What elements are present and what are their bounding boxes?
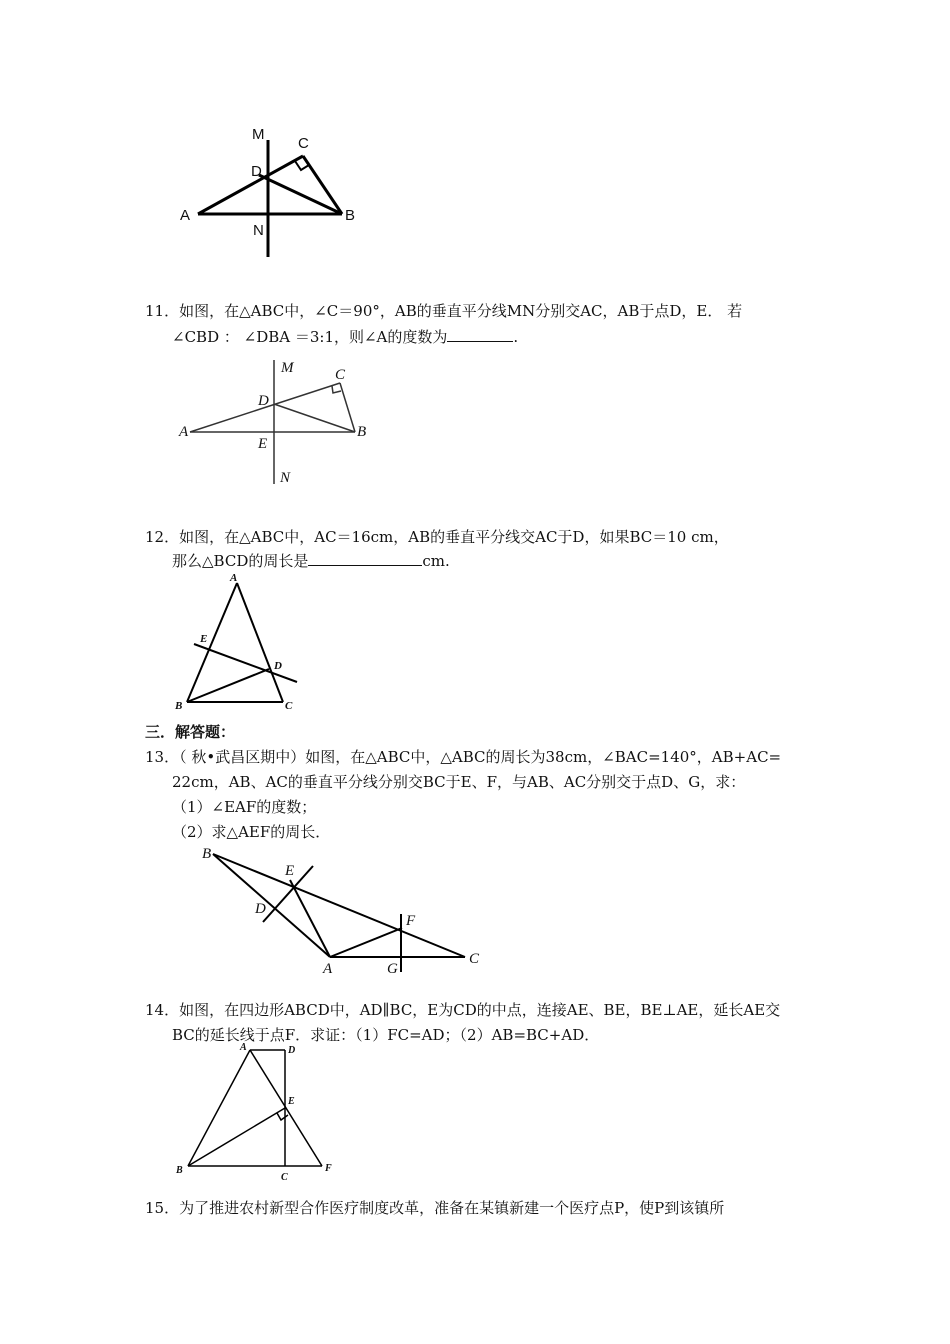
q11-line1: 11．如图，在△ABC中，∠C＝90°，AB的垂直平分线MN分别交AC，AB于点D，E． 若 xyxy=(145,302,743,320)
label-N: N xyxy=(253,222,264,239)
figure-q13-lines xyxy=(213,854,465,972)
q13-line2: 22cm，AB、AC的垂直平分线分别交BC于E、F，与AB、AC分别交于点D、G，求： xyxy=(172,773,746,791)
figure-q14 xyxy=(170,1040,345,1185)
q14-line1: 14．如图，在四边形ABCD中，AD∥BC，E为CD的中点，连接AE、BE，BE⊥AE，延长AE交 xyxy=(145,1001,781,1019)
label-E: E xyxy=(288,1096,295,1107)
label-B: B xyxy=(357,424,367,440)
label-C: C xyxy=(285,700,293,712)
figure-q10-lines xyxy=(198,140,342,257)
label-E: E xyxy=(200,633,208,645)
section-3-title: 三．解答题： xyxy=(145,723,236,741)
figure-q13 xyxy=(195,842,495,982)
label-E: E xyxy=(285,863,295,879)
label-F: F xyxy=(406,913,416,929)
label-A: A xyxy=(240,1042,247,1053)
label-C: C xyxy=(298,135,309,152)
q13-line4: （2）求△AEF的周长． xyxy=(172,823,331,841)
label-E: E xyxy=(258,436,268,452)
q12-line2-text: 那么△BCD的周长是 xyxy=(172,552,309,570)
label-M: M xyxy=(252,126,265,143)
figure-q11 xyxy=(170,355,380,490)
label-D: D xyxy=(274,660,282,672)
q12-line2-end: cm. xyxy=(422,552,450,570)
label-C: C xyxy=(281,1172,288,1183)
q13-line3: （1）∠EAF的度数； xyxy=(172,798,317,816)
label-M: M xyxy=(281,360,294,376)
q12-answer-blank[interactable] xyxy=(308,551,422,566)
q15-line1: 15．为了推进农村新型合作医疗制度改革，准备在某镇新建一个医疗点P，使P到该镇所 xyxy=(145,1199,725,1217)
figure-q14-lines xyxy=(188,1050,322,1166)
q11-line2-end: . xyxy=(513,328,519,346)
label-A: A xyxy=(179,424,189,440)
label-A: A xyxy=(323,961,333,977)
q11-line2-text: ∠CBD ： ∠DBA ＝3:1，则∠A的度数为 xyxy=(172,328,448,346)
label-A: A xyxy=(230,572,238,584)
label-A: A xyxy=(180,207,191,224)
label-D: D xyxy=(251,163,262,180)
label-B: B xyxy=(345,207,356,224)
label-B: B xyxy=(175,700,183,712)
q11-answer-blank[interactable] xyxy=(447,327,513,342)
label-D: D xyxy=(288,1045,296,1056)
label-G: G xyxy=(387,961,398,977)
label-B: B xyxy=(176,1165,183,1176)
label-D: D xyxy=(255,901,266,917)
q14-line2: BC的延长线于点F．求证：（1）FC=AD；（2）AB=BC+AD． xyxy=(172,1026,600,1044)
q13-line1: 13．（ 秋•武昌区期中）如图，在△ABC中，△ABC的周长为38cm，∠BAC=140°，AB+AC= xyxy=(145,748,782,766)
q12-line2 xyxy=(172,551,450,571)
label-D: D xyxy=(258,393,269,409)
q11-line2 xyxy=(172,327,518,347)
figure-q10 xyxy=(170,120,370,260)
label-B: B xyxy=(202,846,212,862)
figure-q11-lines xyxy=(190,360,355,484)
label-C: C xyxy=(335,367,346,383)
q12-line1: 12．如图，在△ABC中，AC＝16cm，AB的垂直平分线交AC于D，如果BC＝10 cm， xyxy=(145,528,729,546)
figure-q12 xyxy=(170,572,310,712)
label-C: C xyxy=(469,951,480,967)
label-F: F xyxy=(325,1163,332,1174)
label-N: N xyxy=(280,470,291,486)
